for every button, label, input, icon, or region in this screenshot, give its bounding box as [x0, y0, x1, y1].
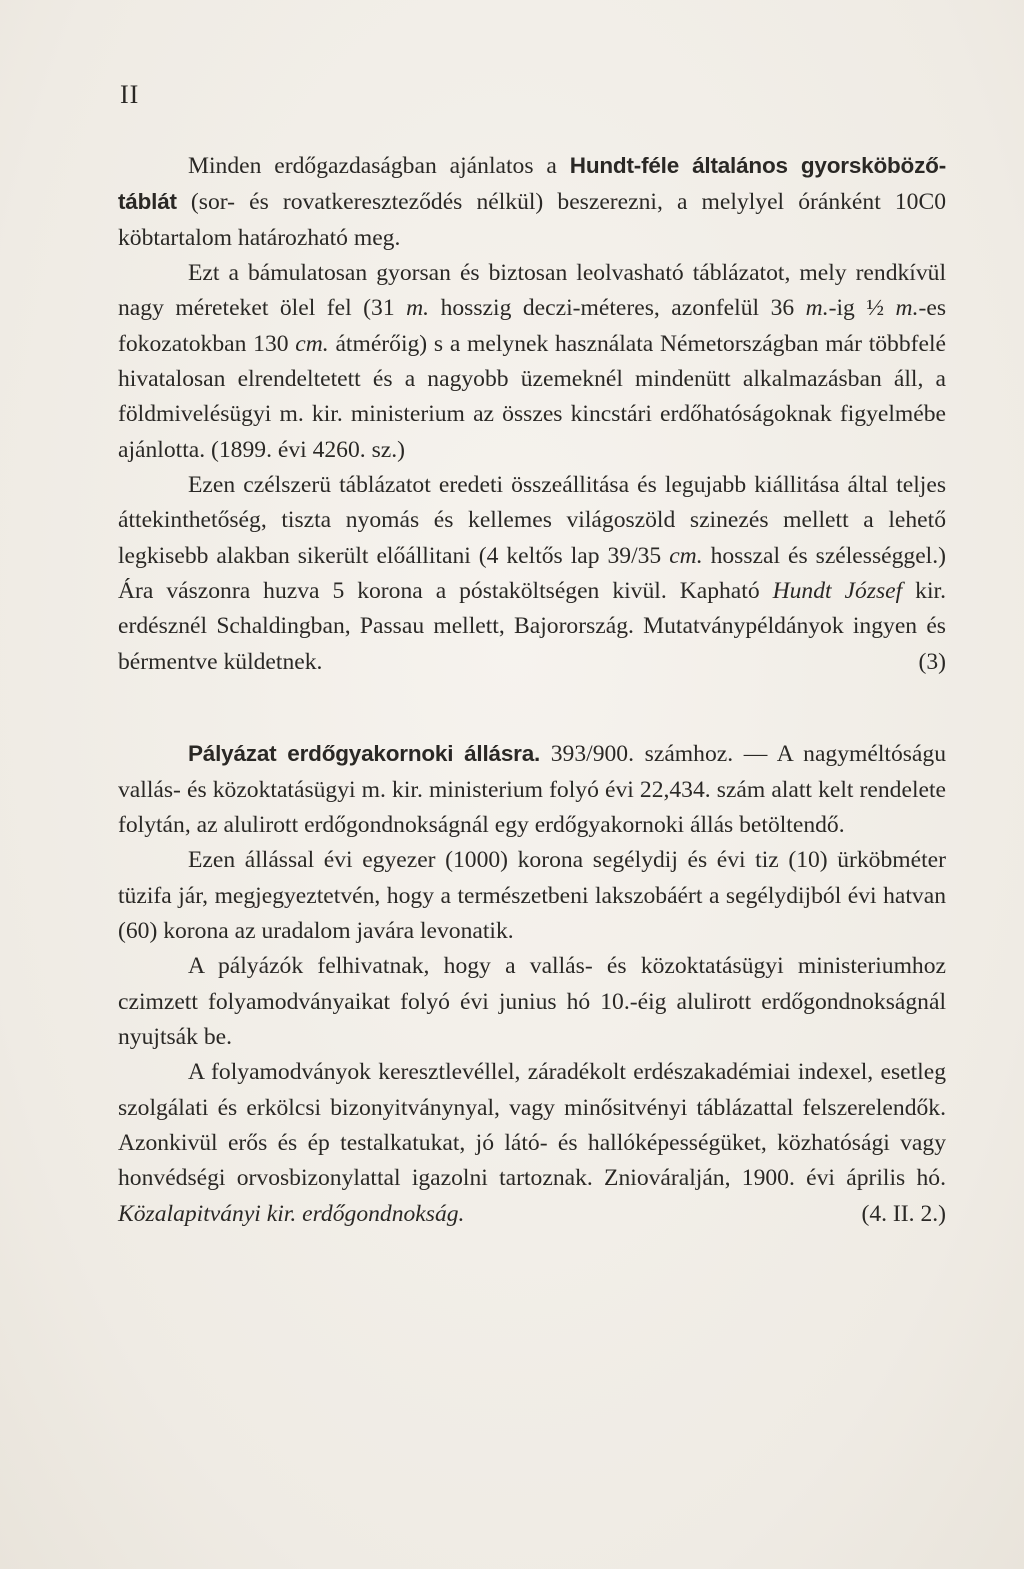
- ad1-seller-name: Hundt József: [772, 578, 903, 605]
- section-gap: [118, 680, 946, 736]
- ad1-p2-text-5: átmérőig) s a melynek használata Németországban már többfelé hivatalosan elrendeltetett és a nagyobb üzemeknél mindenütt alkalmazásban áll, a földmivelésügyi m. kir. ministerium az összes kincstári erdőhatóságoknak figyelmébe ajánlotta. (1899. évi 4260. sz.): [118, 330, 946, 463]
- ad1-p2-unit-3: m.: [895, 295, 919, 322]
- ad1-p2-text-4: -es fokozatokban 130: [118, 295, 946, 357]
- ad1-paragraph-2: [118, 256, 946, 468]
- ad1-product-name: Hundt-féle általános gyorsköböző-táblát: [118, 153, 946, 215]
- ad2-paragraph-4: [118, 1055, 946, 1232]
- ad1-paragraph-3: [118, 468, 946, 680]
- ad2-heading: Pályázat erdőgyakornoki állásra.: [188, 741, 541, 767]
- ad1-p3-text-1: Ezen czélszerü táblázatot eredeti összeállitása és legujabb kiállitása által teljes áttekinthetőség, tiszta nyomás és kellemes világoszöld szinezés mellett a lehető legkisebb alakban sikerült előállitani (4 keltős lap 39/35: [118, 472, 946, 569]
- ad1-paragraph-1: [118, 148, 946, 256]
- ad1-reference-number: (3): [918, 648, 946, 675]
- ad1-p3-unit-1: cm.: [669, 542, 703, 569]
- ad1-p1-text-2: (sor- és rovatkereszteződés nélkül) beszerezni, a melylyel óránként 10C0 köbtartalom határozható meg.: [118, 189, 946, 251]
- ad1-p2-unit-4: cm.: [295, 330, 329, 357]
- hundt-table-advertisement: [118, 148, 946, 680]
- ad2-signature: Közalapitványi kir. erdőgondnokság.: [118, 1200, 465, 1227]
- ad1-p2-text-1: Ezt a bámulatosan gyorsan és biztosan leolvasható táblázatot, mely rendkívül nagy méreteket ölel fel (31: [118, 260, 946, 322]
- text-column: [118, 148, 946, 1232]
- ad1-p2-unit-1: m.: [406, 295, 430, 322]
- ad2-reference-number: (4. II. 2.): [861, 1200, 946, 1227]
- ad1-p2-text-3: -ig ½: [828, 295, 896, 322]
- ad1-p3-text-2: hosszal és szélességgel.) Ára vászonra huzva 5 korona a póstaköltségen kivül. Kapható: [118, 542, 946, 605]
- ad1-p2-unit-2: m.: [805, 295, 829, 322]
- ad2-paragraph-2: Ezen állással évi egyezer (1000) korona segélydij és évi tiz (10) ürköbméter tüzifa jár, megjegyeztetvén, hogy a természetbeni lakszobáért a segélydijból évi hatvan (60) korona az uradalom javára levonatik.: [118, 847, 946, 944]
- ad2-p1-text: 393/900. számhoz. — A nagyméltóságu vallás- és közoktatásügyi m. kir. ministerium folyó évi 22,434. szám alatt kelt rendelete folytán, az alulirott erdőgondnokságnál egy erdőgyakornoki állás betöltendő.: [118, 741, 947, 838]
- page-number: II: [120, 80, 140, 109]
- ad1-p1-text-1: Minden erdőgazdaságban ajánlatos a: [188, 153, 570, 179]
- ad1-p3-text-3: kir. erdésznél Schaldingban, Passau mellett, Bajorország. Mutatványpéldányok ingyen és bérmentve küldetnek.: [118, 578, 946, 675]
- ad2-p4-text: A folyamodványok keresztlevéllel, záradékolt erdészakadémiai indexel, esetleg szolgálati és erkölcsi bizonyitványnyal, vagy minősitvényi táblázattal felszerelendők. Azonkivül erős és ép testalkatukat, jó látó- és hallóképességüket, közhatósági vagy honvédségi orvosbizonylattal igazolni tartoznak. Zniováralján, 1900. évi április hó.: [118, 1059, 946, 1192]
- ad2-paragraph-3: A pályázók felhivatnak, hogy a vallás- és közoktatásügyi ministeriumhoz czimzett folyamodványaikat folyó évi junius hó 10.-éig alulirott erdőgondnokságnál nyujtsák be.: [118, 953, 946, 1050]
- ad1-p2-text-2: hosszig deczi-méteres, azonfelül 36: [429, 295, 806, 322]
- forestry-trainee-vacancy-notice: [118, 736, 946, 1232]
- ad2-paragraph-1: [118, 736, 946, 843]
